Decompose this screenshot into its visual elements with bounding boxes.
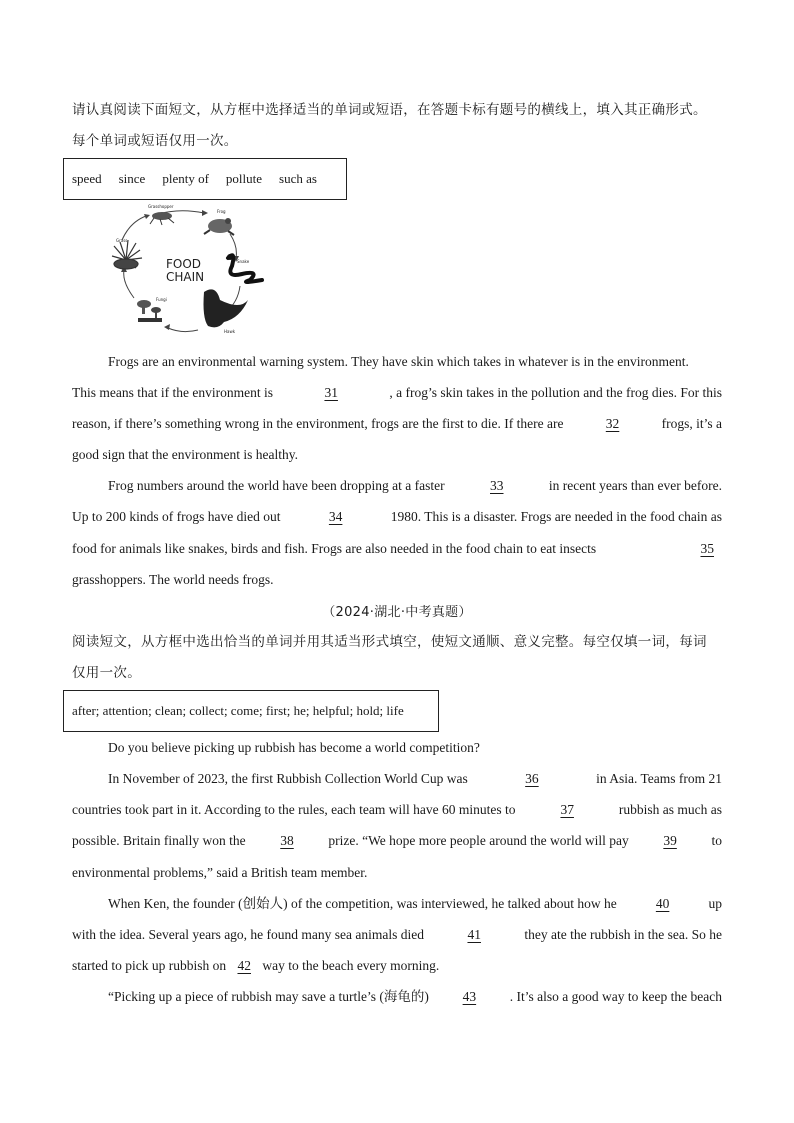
arrow-grass-grasshopper: [122, 216, 146, 240]
s2-instruction-line-1: 阅读短文，从方框中选出恰当的单词并用其适当形式填空，使短文通顺、意义完整。每空仅填一词，每词: [72, 634, 707, 650]
s1-p1-line3-text-b: frogs, it’s a: [661, 416, 722, 431]
blank-33[interactable]: 33: [490, 478, 504, 493]
arrow-hawk-fungi: [168, 328, 198, 332]
blank-36[interactable]: 36: [525, 771, 539, 786]
word-list-2: after; attention; clean; collect; come; first; he; helpful; hold; life: [72, 703, 404, 718]
instruction-line-1: 请认真阅读下面短文，从方框中选择适当的单词或短语，在答题卡标有题号的横线上，填入其正确形式。: [72, 102, 707, 118]
s2-p2-line2-text-a: with the idea. Several years ago, he found many sea animals died: [72, 927, 425, 942]
s2-p2-line3: [72, 956, 722, 976]
s1-p1-line2: [72, 383, 722, 403]
label-fungi: Fungi: [156, 297, 167, 302]
s2-p2-line1-text-a: When Ken, the founder (创始人) of the competition, was interviewed, he talked about how he: [108, 896, 617, 911]
grasshopper-icon: [150, 212, 174, 225]
s2-p1-line3-text-b: prize. “We hope more people around the world will pay: [328, 833, 629, 848]
s2-p3-line1-text-a: “Picking up a piece of rubbish may save a turtle’s (海龟的): [108, 989, 429, 1004]
blank-34[interactable]: 34: [328, 509, 343, 524]
s2-p1-line1-text-b: in Asia. Teams from 21: [596, 771, 722, 786]
blank-41[interactable]: 41: [467, 927, 481, 942]
s1-p2-line3-text-a: food for animals like snakes, birds and fish. Frogs are also needed in the food chain to eat insects: [72, 541, 597, 556]
s1-p2-line1: [72, 476, 722, 496]
diagram-title-line1: FOOD: [166, 257, 202, 271]
blank-43[interactable]: 43: [462, 989, 477, 1004]
s2-p1-line3: [72, 831, 722, 851]
label-hawk: Hawk: [224, 329, 236, 334]
s1-p2-line2-text-a: Up to 200 kinds of frogs have died out: [72, 509, 281, 524]
s1-p2-line3: [72, 539, 722, 559]
fungi-icon: [137, 300, 162, 322]
s2-p3-line1-text-b: . It’s also a good way to keep the beach: [509, 989, 722, 1004]
blank-32[interactable]: 32: [605, 416, 620, 431]
grass-icon: [112, 240, 142, 269]
word-such-as: such as: [279, 171, 317, 186]
word-pollute: pollute: [225, 171, 263, 186]
label-frog: Frog: [217, 209, 226, 214]
blank-35[interactable]: 35: [700, 541, 714, 556]
s1-p2-line4: grasshoppers. The world needs frogs.: [72, 572, 274, 587]
food-chain-diagram: [100, 200, 280, 340]
s1-p1-line3-text-a: reason, if there’s something wrong in the environment, frogs are the first to die. If there are: [72, 416, 564, 431]
word-speed: speed: [72, 171, 102, 186]
label-grasshopper: Grasshopper: [148, 204, 174, 209]
s2-p1-line4: environmental problems,” said a British team member.: [72, 865, 368, 880]
s2-p2-line3-text-b: way to the beach every morning.: [262, 958, 440, 973]
s2-p1-line2: [72, 800, 722, 820]
blank-38[interactable]: 38: [280, 833, 294, 848]
blank-37[interactable]: 37: [560, 802, 574, 817]
s2-p1-line2-text-a: countries took part in it. According to the rules, each team will have 60 minutes to: [72, 802, 516, 817]
s1-p1-line2-text-b: , a frog’s skin takes in the pollution and the frog dies. For this: [389, 385, 722, 400]
s2-p1-line1: [72, 769, 722, 789]
s2-question: Do you believe picking up rubbish has become a world competition?: [108, 740, 480, 755]
s2-p2-line1-text-b: up: [708, 896, 722, 911]
arrow-fungi-grass: [124, 270, 134, 298]
s2-p1-line3-text-a: possible. Britain finally won the: [72, 833, 246, 848]
s1-p2-line1-text-a: Frog numbers around the world have been dropping at a faster: [108, 478, 445, 493]
instruction-line-2: 每个单词或短语仅用一次。: [72, 133, 238, 149]
word-box-1: [63, 158, 347, 200]
hawk-icon: [204, 289, 249, 327]
s2-instruction-line-2: 仅用一次。: [72, 665, 141, 681]
source-label: （2024·湖北·中考真题）: [322, 605, 472, 620]
s1-p1-line2-text-a: This means that if the environment is: [72, 385, 273, 400]
label-grass: Grass: [116, 238, 128, 243]
blank-42[interactable]: 42: [237, 958, 251, 973]
frog-icon: [204, 218, 234, 235]
s2-p2-line3-text-a: started to pick up rubbish on: [72, 958, 227, 973]
word-since: since: [118, 171, 146, 186]
s1-p2-line2-text-b: 1980. This is a disaster. Frogs are needed in the food chain as: [390, 509, 722, 524]
blank-40[interactable]: 40: [655, 896, 670, 911]
s2-p1-line2-text-b: rubbish as much as: [618, 802, 722, 817]
s2-p1-line3-text-c: to: [711, 833, 722, 848]
word-box-2: [63, 690, 439, 732]
s1-p1-line4: good sign that the environment is healthy.: [72, 447, 298, 462]
s1-p2-line1-text-b: in recent years than ever before.: [548, 478, 722, 493]
s2-p2-line2-text-b: they ate the rubbish in the sea. So he: [524, 927, 722, 942]
s1-p1-line1: Frogs are an environmental warning system. They have skin which takes in whatever is in the environment.: [108, 354, 689, 369]
blank-39[interactable]: 39: [663, 833, 677, 848]
label-snake: Snake: [237, 259, 250, 264]
s2-p2-line2: [72, 925, 722, 945]
s2-p2-line1: [72, 894, 722, 914]
word-plenty-of: plenty of: [162, 171, 209, 186]
diagram-title-line2: CHAIN: [166, 270, 205, 284]
s1-p1-line3: [72, 414, 722, 434]
s2-p3-line1: [72, 987, 722, 1007]
blank-31[interactable]: 31: [324, 385, 338, 400]
s2-p1-line1-text-a: In November of 2023, the first Rubbish Collection World Cup was: [108, 771, 468, 786]
s1-p2-line2: [72, 507, 722, 527]
